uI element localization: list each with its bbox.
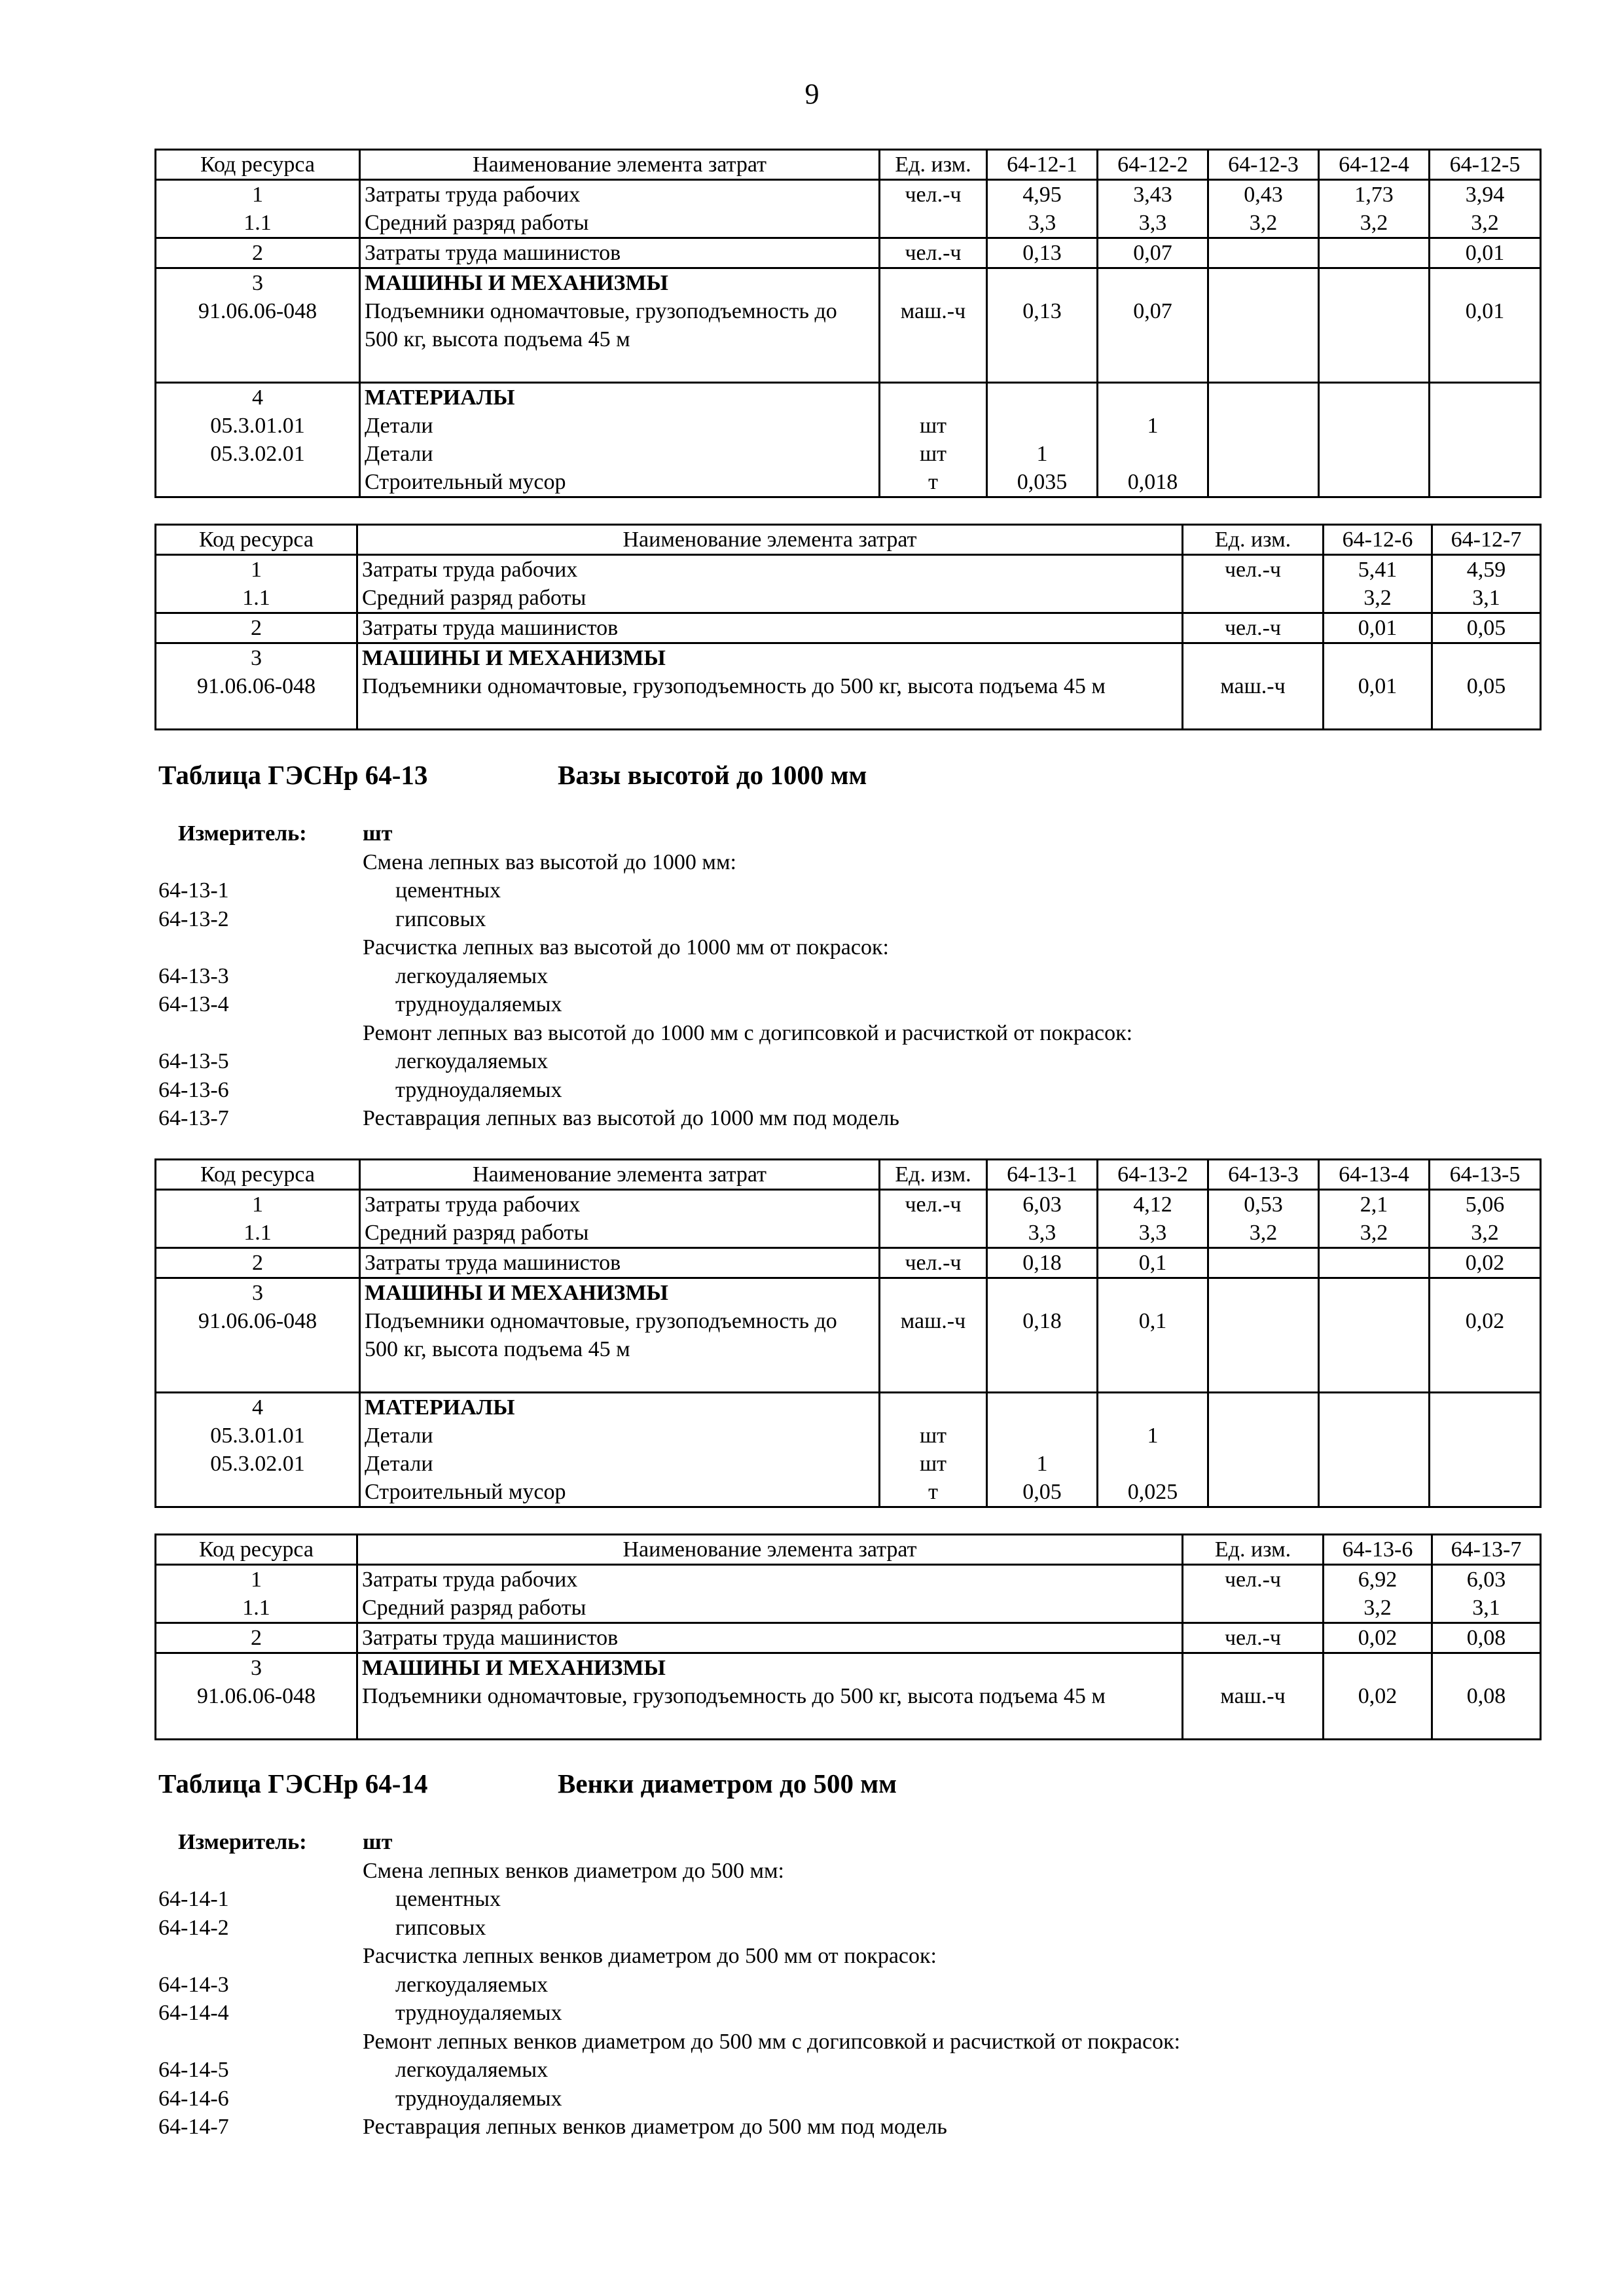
work-code: 64-13-6 xyxy=(158,1077,229,1102)
value-cell: 1 xyxy=(1147,414,1159,438)
table-header-row xyxy=(156,525,1541,555)
resource-code: 3 xyxy=(252,1281,263,1305)
header-cell: 64-12-7 xyxy=(1432,525,1541,555)
measure-label: Измеритель: xyxy=(178,821,307,846)
table-name: Вазы высотой до 1000 мм xyxy=(558,760,867,790)
resource-code: 1.1 xyxy=(244,1221,272,1245)
list-item xyxy=(158,1857,1533,1886)
value-cell: 0,13 xyxy=(1022,299,1062,323)
value-cell: 3,3 xyxy=(1028,211,1056,235)
resource-code: 2 xyxy=(156,1623,357,1653)
list-item xyxy=(158,1019,1533,1048)
unit: чел.-ч xyxy=(1224,1568,1282,1592)
value-cell: 3,2 xyxy=(1360,1221,1388,1245)
work-title: трудноудаляемых xyxy=(395,2001,562,2025)
measure-block xyxy=(158,1828,1533,2142)
list-item xyxy=(158,962,1533,991)
header-cell: 64-13-1 xyxy=(987,1160,1098,1190)
resource-code: 05.3.01.01 xyxy=(210,1424,305,1448)
unit: т xyxy=(928,470,938,494)
table-row xyxy=(156,613,1541,643)
header-cell: 64-12-6 xyxy=(1324,525,1432,555)
value-cell xyxy=(1208,1248,1319,1278)
resource-name: Затраты труда рабочих xyxy=(362,558,578,582)
list-item xyxy=(158,1104,1533,1133)
header-cell: Ед. изм. xyxy=(1183,525,1324,555)
header-cell: 64-12-4 xyxy=(1319,150,1430,180)
resource-code: 4 xyxy=(252,386,263,410)
value-cell: 3,94 xyxy=(1465,183,1505,207)
resource-code: 05.3.01.01 xyxy=(210,414,305,438)
value-cell: 4,59 xyxy=(1466,558,1506,582)
table-row xyxy=(156,268,1541,383)
resource-name: Затраты труда машинистов xyxy=(357,613,1183,643)
value-cell: 0,13 xyxy=(987,238,1098,268)
value-cell: 0,18 xyxy=(987,1248,1098,1278)
value-cell: 3,2 xyxy=(1249,1221,1278,1245)
work-code: 64-14-3 xyxy=(158,1972,229,1997)
header-cell: Наименование элемента затрат xyxy=(357,1535,1183,1565)
table-row xyxy=(156,1278,1541,1393)
work-title: легкоудаляемых xyxy=(395,1049,549,1073)
header-cell: Наименование элемента затрат xyxy=(360,1160,880,1190)
page-number: 9 xyxy=(804,78,820,110)
list-item xyxy=(158,876,1533,905)
header-cell: 64-12-3 xyxy=(1208,150,1319,180)
resource-name: Средний разряд работы xyxy=(362,586,586,610)
value-cell: 3,2 xyxy=(1249,211,1278,235)
resource-name: Подъемники одномачтовые, грузоподъемность до 500 кг, высота подъема 45 м xyxy=(362,1684,1106,1708)
table-row xyxy=(156,1565,1541,1623)
table-label: Таблица ГЭСНр 64-13 xyxy=(158,760,428,790)
value-cell: 5,41 xyxy=(1358,558,1398,582)
resource-name: Строительный мусор xyxy=(365,1480,566,1504)
work-title: трудноудаляемых xyxy=(395,1077,562,1102)
work-title: легкоудаляемых xyxy=(395,1972,549,1997)
value-cell xyxy=(1324,1307,1424,1335)
resource-name: Затраты труда машинистов xyxy=(360,1248,880,1278)
table-row xyxy=(156,238,1541,268)
resource-code: 91.06.06-048 xyxy=(196,674,316,698)
table-row xyxy=(156,1653,1541,1740)
resource-name: Детали xyxy=(365,1452,433,1476)
table-header-row xyxy=(156,1160,1541,1190)
value-cell: 0,43 xyxy=(1244,183,1283,207)
resource-name: Подъемники одномачтовые, грузоподъемность до 500 кг, высота подъема 45 м xyxy=(365,1309,837,1361)
work-code: 64-14-1 xyxy=(158,1887,229,1911)
value-cell: 0,01 xyxy=(1358,674,1398,698)
list-item xyxy=(158,933,1533,962)
header-cell: Код ресурса xyxy=(156,1535,357,1565)
header-cell: Наименование элемента затрат xyxy=(357,525,1183,555)
header-cell: Код ресурса xyxy=(156,150,360,180)
value-cell: 0,025 xyxy=(1127,1480,1178,1504)
resource-code: 2 xyxy=(156,238,360,268)
resource-code: 4 xyxy=(252,1395,263,1420)
resource-code: 3 xyxy=(251,1656,262,1680)
resource-table-64-12-b xyxy=(154,524,1542,730)
work-code: 64-13-5 xyxy=(158,1049,229,1073)
value-cell xyxy=(1102,1450,1203,1478)
value-cell: 3,3 xyxy=(1138,211,1167,235)
work-title: Расчистка лепных ваз высотой до 1000 мм от покрасок: xyxy=(363,935,889,960)
unit: чел.-ч xyxy=(1183,1623,1324,1653)
value-cell xyxy=(1319,1248,1430,1278)
resource-code: 1 xyxy=(252,183,263,207)
header-cell: 64-12-2 xyxy=(1098,150,1208,180)
resource-table-64-12-a xyxy=(154,149,1542,498)
list-item xyxy=(158,2113,1533,2142)
table-row xyxy=(156,383,1541,497)
unit: чел.-ч xyxy=(1183,613,1324,643)
work-code: 64-14-6 xyxy=(158,2086,229,2111)
value-cell xyxy=(1208,238,1319,268)
work-title: гипсовых xyxy=(395,906,486,931)
header-cell: Код ресурса xyxy=(156,1160,360,1190)
resource-code: 3 xyxy=(252,271,263,295)
value-cell: 0,53 xyxy=(1244,1193,1283,1217)
work-code: 64-14-5 xyxy=(158,2058,229,2082)
table-row xyxy=(156,1248,1541,1278)
group-title: МАШИНЫ И МЕХАНИЗМЫ xyxy=(365,271,668,295)
resource-name: Средний разряд работы xyxy=(362,1596,586,1620)
resource-name: Подъемники одномачтовые, грузоподъемность до 500 кг, высота подъема 45 м xyxy=(365,299,837,351)
work-code: 64-14-2 xyxy=(158,1915,229,1940)
unit: шт xyxy=(919,414,947,438)
value-cell: 3,2 xyxy=(1360,211,1388,235)
work-code: 64-13-3 xyxy=(158,963,229,988)
unit: чел.-ч xyxy=(1224,558,1282,582)
work-title: легкоудаляемых xyxy=(395,2058,549,2082)
group-title: МАШИНЫ И МЕХАНИЗМЫ xyxy=(365,1281,668,1305)
resource-name: Средний разряд работы xyxy=(365,211,589,235)
value-cell: 3,43 xyxy=(1133,183,1172,207)
unit: чел.-ч xyxy=(905,183,962,207)
work-title: трудноудаляемых xyxy=(395,2086,562,2111)
group-title: МАШИНЫ И МЕХАНИЗМЫ xyxy=(362,1656,666,1680)
header-cell: Наименование элемента затрат xyxy=(360,150,880,180)
unit: шт xyxy=(919,1452,947,1476)
unit: т xyxy=(928,1480,938,1504)
value-cell xyxy=(1319,238,1430,268)
table-name: Венки диаметром до 500 мм xyxy=(558,1768,897,1799)
value-cell: 0,18 xyxy=(1022,1309,1062,1333)
value-cell: 0,08 xyxy=(1466,1684,1506,1708)
header-cell: 64-13-3 xyxy=(1208,1160,1319,1190)
resource-code: 05.3.02.01 xyxy=(210,1452,305,1476)
value-cell: 0,02 xyxy=(1324,1623,1432,1653)
work-title: цементных xyxy=(395,1887,501,1911)
value-cell: 0,1 xyxy=(1098,1248,1208,1278)
list-item xyxy=(158,1999,1533,2028)
resource-name: Строительный мусор xyxy=(365,470,566,494)
unit xyxy=(1187,1594,1318,1622)
header-cell: Ед. изм. xyxy=(880,1160,987,1190)
work-title: трудноудаляемых xyxy=(395,992,562,1016)
value-cell xyxy=(1213,297,1314,325)
work-code: 64-13-4 xyxy=(158,992,229,1016)
resource-name: Детали xyxy=(365,414,433,438)
unit xyxy=(884,209,982,237)
resource-code: 2 xyxy=(156,613,357,643)
value-cell: 3,2 xyxy=(1471,1221,1499,1245)
work-title: Расчистка лепных венков диаметром до 500 мм от покрасок: xyxy=(363,1944,937,1968)
header-cell: 64-13-6 xyxy=(1324,1535,1432,1565)
resource-code: 1 xyxy=(252,1193,263,1217)
value-cell: 0,1 xyxy=(1138,1309,1167,1333)
list-item xyxy=(158,1914,1533,1943)
value-cell: 3,3 xyxy=(1028,1221,1056,1245)
resource-code: 1 xyxy=(251,1568,262,1592)
work-title: Ремонт лепных ваз высотой до 1000 мм с догипсовкой и расчисткой от покрасок: xyxy=(363,1020,1133,1045)
value-cell xyxy=(992,1422,1092,1450)
list-item xyxy=(158,990,1533,1019)
value-cell: 6,03 xyxy=(1022,1193,1062,1217)
unit: чел.-ч xyxy=(880,1248,987,1278)
value-cell: 3,1 xyxy=(1472,1596,1500,1620)
value-cell: 6,92 xyxy=(1358,1568,1398,1592)
resource-code: 1.1 xyxy=(242,586,270,610)
resource-name: Подъемники одномачтовые, грузоподъемность до 500 кг, высота подъема 45 м xyxy=(362,674,1106,698)
work-title: Смена лепных ваз высотой до 1000 мм: xyxy=(363,850,736,874)
resource-code: 91.06.06-048 xyxy=(198,1309,317,1333)
resource-code: 1.1 xyxy=(244,211,272,235)
value-cell: 0,035 xyxy=(1017,470,1068,494)
value-cell: 0,07 xyxy=(1098,238,1208,268)
list-item xyxy=(158,1076,1533,1105)
value-cell: 0,01 xyxy=(1430,238,1541,268)
list-item xyxy=(158,1942,1533,1971)
header-cell: Ед. изм. xyxy=(880,150,987,180)
value-cell: 0,01 xyxy=(1324,613,1432,643)
group-title: МАТЕРИАЛЫ xyxy=(365,386,515,410)
value-cell: 1 xyxy=(1036,1452,1048,1476)
work-title: гипсовых xyxy=(395,1915,486,1940)
header-cell: 64-12-5 xyxy=(1430,150,1541,180)
unit: шт xyxy=(919,1424,947,1448)
value-cell: 2,1 xyxy=(1360,1193,1388,1217)
work-title: Смена лепных венков диаметром до 500 мм: xyxy=(363,1858,784,1883)
resource-code: 1.1 xyxy=(242,1596,270,1620)
resource-code: 05.3.02.01 xyxy=(210,442,305,466)
resource-name: Затраты труда рабочих xyxy=(365,1193,581,1217)
measure-block xyxy=(158,819,1533,1133)
resource-table-64-13-b xyxy=(154,1534,1542,1740)
value-cell: 0,02 xyxy=(1358,1684,1398,1708)
value-cell: 1,73 xyxy=(1354,183,1394,207)
work-title: Реставрация лепных ваз высотой до 1000 мм под модель xyxy=(363,1106,899,1130)
table-header-row xyxy=(156,150,1541,180)
unit: маш.-ч xyxy=(900,299,966,323)
resource-name: Детали xyxy=(365,1424,433,1448)
value-cell: 0,05 xyxy=(1432,613,1541,643)
header-cell: 64-13-5 xyxy=(1430,1160,1541,1190)
value-cell xyxy=(1102,440,1203,468)
section-title xyxy=(158,1768,897,1799)
resource-name: Детали xyxy=(365,442,433,466)
list-item xyxy=(158,2028,1533,2056)
value-cell: 5,06 xyxy=(1465,1193,1505,1217)
resource-name: Затраты труда рабочих xyxy=(362,1568,578,1592)
group-title: МАШИНЫ И МЕХАНИЗМЫ xyxy=(362,646,666,670)
value-cell xyxy=(1213,1307,1314,1335)
value-cell: 6,03 xyxy=(1466,1568,1506,1592)
resource-code: 1 xyxy=(251,558,262,582)
group-title: МАТЕРИАЛЫ xyxy=(365,1395,515,1420)
work-code: 64-13-7 xyxy=(158,1106,229,1130)
section-title xyxy=(158,759,867,791)
value-cell: 0,08 xyxy=(1432,1623,1541,1653)
list-item xyxy=(158,1971,1533,2000)
work-code: 64-14-4 xyxy=(158,2001,229,2025)
header-cell: 64-12-1 xyxy=(987,150,1098,180)
work-title: Реставрация лепных венков диаметром до 500 мм под модель xyxy=(363,2115,947,2139)
list-item xyxy=(158,2085,1533,2113)
value-cell: 0,018 xyxy=(1127,470,1178,494)
unit: маш.-ч xyxy=(1220,1684,1286,1708)
work-code: 64-13-1 xyxy=(158,878,229,903)
unit: маш.-ч xyxy=(1220,674,1286,698)
measure-unit: шт xyxy=(363,1830,393,1854)
work-title: цементных xyxy=(395,878,501,903)
list-item xyxy=(158,2056,1533,2085)
resource-name: Затраты труда машинистов xyxy=(360,238,880,268)
unit: чел.-ч xyxy=(880,238,987,268)
work-code: 64-13-2 xyxy=(158,906,229,931)
value-cell: 0,05 xyxy=(1022,1480,1062,1504)
table-row xyxy=(156,643,1541,730)
value-cell xyxy=(992,412,1092,440)
value-cell: 3,2 xyxy=(1363,1596,1392,1620)
resource-name: Затраты труда рабочих xyxy=(365,183,581,207)
measure-unit: шт xyxy=(363,821,393,846)
table-row xyxy=(156,1623,1541,1653)
resource-table-64-13-a xyxy=(154,1158,1542,1508)
value-cell: 3,3 xyxy=(1138,1221,1167,1245)
resource-code: 91.06.06-048 xyxy=(196,1684,316,1708)
header-cell: 64-13-7 xyxy=(1432,1535,1541,1565)
unit: шт xyxy=(919,442,947,466)
header-cell: 64-13-2 xyxy=(1098,1160,1208,1190)
value-cell: 3,1 xyxy=(1472,586,1500,610)
measure-label: Измеритель: xyxy=(178,1830,307,1854)
value-cell: 0,02 xyxy=(1430,1248,1541,1278)
value-cell: 3,2 xyxy=(1471,211,1499,235)
value-cell: 0,01 xyxy=(1465,299,1505,323)
resource-code: 91.06.06-048 xyxy=(198,299,317,323)
value-cell: 0,02 xyxy=(1465,1309,1505,1333)
list-item xyxy=(158,1047,1533,1076)
list-item xyxy=(158,905,1533,934)
value-cell: 1 xyxy=(1036,442,1048,466)
value-cell: 0,05 xyxy=(1466,674,1506,698)
table-label: Таблица ГЭСНр 64-14 xyxy=(158,1768,428,1799)
value-cell: 4,12 xyxy=(1133,1193,1172,1217)
unit xyxy=(1187,584,1318,612)
header-cell: Ед. изм. xyxy=(1183,1535,1324,1565)
resource-name: Затраты труда машинистов xyxy=(357,1623,1183,1653)
value-cell xyxy=(1324,297,1424,325)
table-row xyxy=(156,555,1541,613)
resource-code: 3 xyxy=(251,646,262,670)
header-cell: Код ресурса xyxy=(156,525,357,555)
work-code: 64-14-7 xyxy=(158,2115,229,2139)
unit: чел.-ч xyxy=(905,1193,962,1217)
header-cell: 64-13-4 xyxy=(1319,1160,1430,1190)
value-cell: 0,07 xyxy=(1133,299,1172,323)
work-title: Ремонт лепных венков диаметром до 500 мм с догипсовкой и расчисткой от покрасок: xyxy=(363,2029,1181,2054)
table-row xyxy=(156,1190,1541,1248)
table-row xyxy=(156,180,1541,238)
resource-code: 2 xyxy=(156,1248,360,1278)
unit: маш.-ч xyxy=(900,1309,966,1333)
value-cell: 4,95 xyxy=(1022,183,1062,207)
table-header-row xyxy=(156,1535,1541,1565)
work-title: легкоудаляемых xyxy=(395,963,549,988)
unit xyxy=(884,1219,982,1247)
table-row xyxy=(156,1393,1541,1507)
resource-name: Средний разряд работы xyxy=(365,1221,589,1245)
value-cell: 3,2 xyxy=(1363,586,1392,610)
list-item xyxy=(158,848,1533,877)
list-item xyxy=(158,1885,1533,1914)
value-cell: 1 xyxy=(1147,1424,1159,1448)
